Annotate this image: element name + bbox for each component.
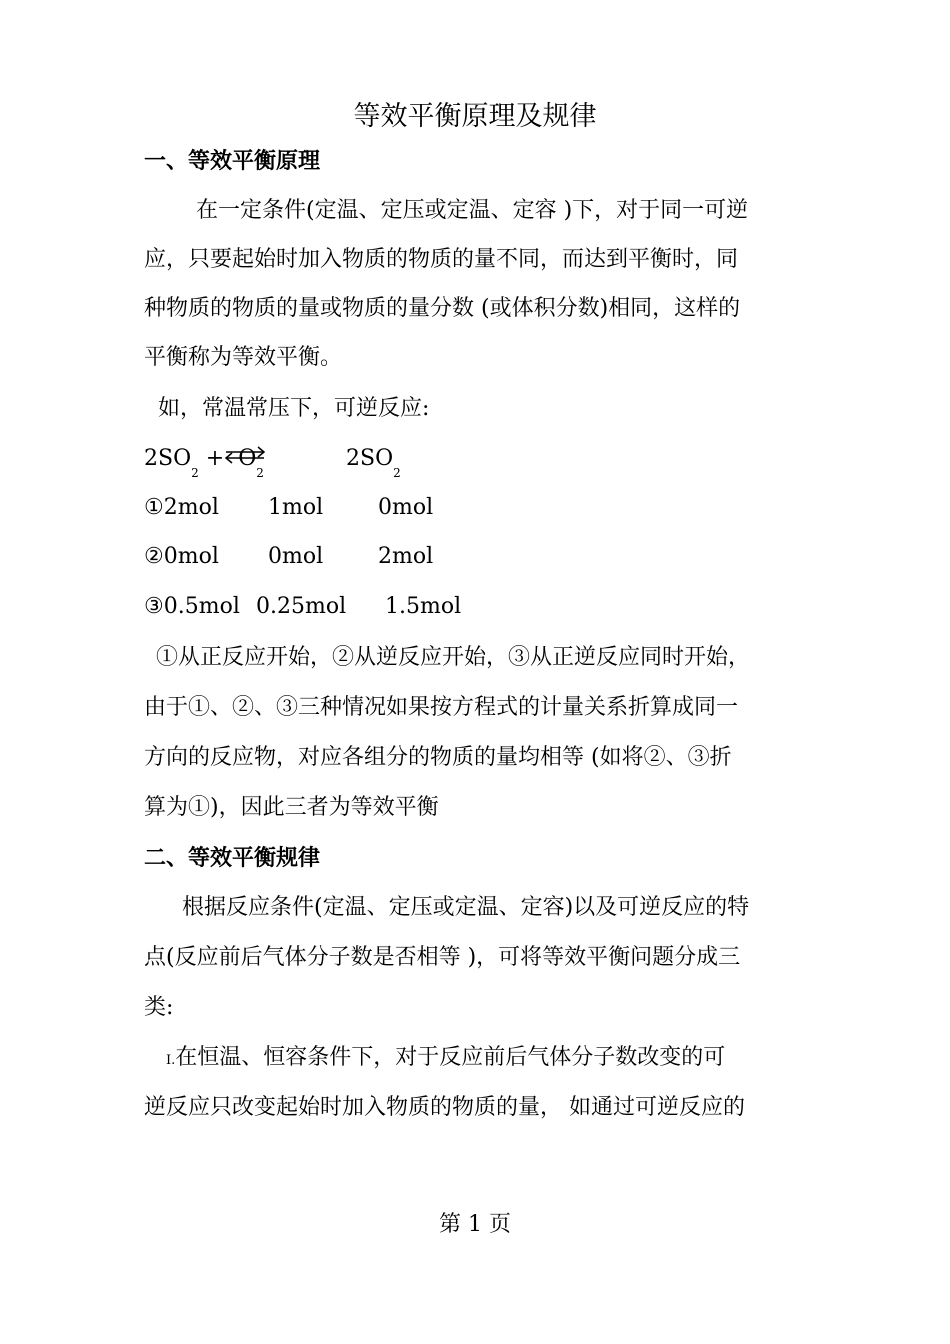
- case-row: [144, 493, 219, 523]
- case-value-so2: 0.5mol: [163, 594, 240, 619]
- item1-line-1: [166, 1043, 725, 1076]
- case-row: [144, 592, 240, 622]
- case-label: ②: [144, 544, 164, 569]
- explain-line-3: 方向的反应物，对应各组分的物质的量均相等 (如将②、③折: [144, 745, 732, 770]
- case-value-o2: 0mol: [268, 544, 324, 569]
- section2-para-line-3: 类:: [144, 995, 174, 1020]
- explain-line-2: 由于①、②、③三种情况如果按方程式的计量关系折算成同一: [144, 695, 739, 720]
- product-so2-group: [346, 444, 401, 480]
- case-value-product: 0mol: [378, 495, 434, 520]
- section1-heading: 一、等效平衡原理: [144, 148, 321, 174]
- plus-sign: +: [205, 446, 225, 471]
- item1-marker: I.: [166, 1053, 176, 1068]
- section1-para-line-3: 种物质的物质的量或物质的量分数 (或体积分数)相同，这样的: [144, 296, 741, 321]
- case-value-o2: 0.25mol: [256, 594, 347, 619]
- section2-heading: 二、等效平衡规律: [144, 845, 321, 871]
- case-value-product: 1.5mol: [385, 594, 462, 619]
- section1-para-line-1: 在一定条件(定温、定压或定温、定容 )下，对于同一可逆: [196, 198, 749, 223]
- case-label: ③: [144, 594, 164, 619]
- explain-line-1: ①从正反应开始，②从逆反应开始，③从正逆反应同时开始，: [156, 645, 751, 670]
- case-label: ①: [144, 495, 164, 520]
- reactant-so2-subscript: 2: [191, 466, 199, 480]
- product-so2-subscript: 2: [393, 466, 401, 480]
- document-title: 等效平衡原理及规律: [353, 101, 597, 132]
- example-intro: 如，常温常压下，可逆反应:: [158, 396, 430, 421]
- case-row: [144, 542, 219, 572]
- item1-line-2: 逆反应只改变起始时加入物质的物质的量， 如通过可逆反应的: [144, 1095, 745, 1120]
- case-value-so2: 2mol: [163, 495, 219, 520]
- section1-para-line-2: 应，只要起始时加入物质的物质的量不同，而达到平衡时，同: [144, 247, 739, 272]
- chemical-equation: [144, 444, 264, 480]
- section1-para-line-4: 平衡称为等效平衡。: [144, 345, 343, 370]
- case-value-product: 2mol: [378, 544, 434, 569]
- case-value-o2: 1mol: [268, 495, 324, 520]
- product-so2: 2SO: [346, 446, 394, 471]
- explain-line-4: 算为①)，因此三者为等效平衡: [144, 795, 439, 820]
- section2-para-line-1: 根据反应条件(定温、定压或定温、定容)以及可逆反应的特: [182, 895, 750, 920]
- item1-text: 在恒温、恒容条件下，对于反应前后气体分子数改变的可: [175, 1045, 726, 1070]
- section2-para-line-2: 点(反应前后气体分子数是否相等 )，可将等效平衡问题分成三: [144, 945, 741, 970]
- page-footer: 第 1 页: [439, 1212, 511, 1237]
- reactant-o2: O: [238, 446, 257, 471]
- reactant-so2: 2SO: [144, 446, 192, 471]
- case-value-so2: 0mol: [163, 544, 219, 569]
- reactant-o2-subscript: 2: [256, 466, 264, 480]
